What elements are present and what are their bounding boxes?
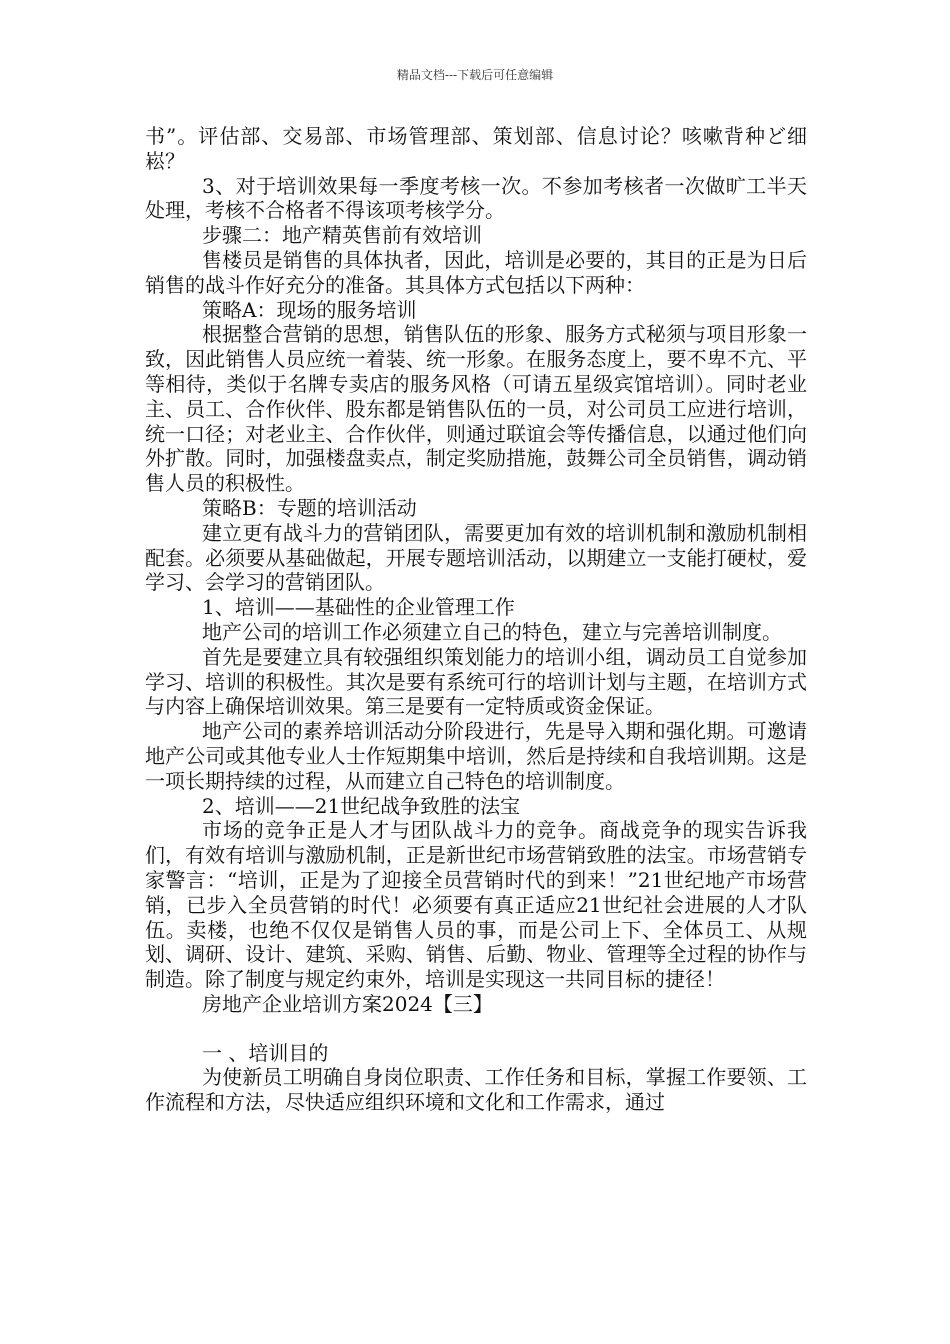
paragraph: 建立更有战斗力的营销团队，需要更加有效的培训机制和激励机制相配套。必须要从基础做起，开展专题培训活动，以期建立一支能打硬杖，爱学习、会学习的营销团队。 xyxy=(145,520,807,595)
paragraph: 市场的竞争正是人才与团队战斗力的竞争。商战竞争的现实告诉我们，有效有培训与激励机制，正是新世纪市场营销致胜的法宝。市场营销专家警言：“培训，正是为了迎接全员营销时代的到来！”21世纪地产市场营销，已步入全员营销的时代！必须要有真正适应21世纪社会进展的人才队伍。卖楼，也绝不仅仅是销售人员的事，而是公司上下、全体员工、从规划、调研、设计、建筑、采购、销售、后勤、物业、管理等全过程的协作与制造。除了制度与规定约束外，培训是实现这一共同目标的捷径！ xyxy=(145,818,807,992)
section-heading: 策略B：专题的培训活动 xyxy=(202,495,417,520)
document-body xyxy=(145,124,807,1115)
document-title: 房地产企业培训方案2024【三】 xyxy=(202,991,493,1016)
paragraph: 地产公司的培训工作必须建立自己的特色，建立与完善培训制度。 xyxy=(202,619,782,644)
paragraph: 3、对于培训效果每一季度考核一次。不参加考核者一次做旷工半天处理，考核不合格者不得该项考核学分。 xyxy=(145,173,807,223)
page-header: 精品文档---下载后可任意编辑 xyxy=(396,68,554,82)
paragraph: 首先是要建立具有较强组织策划能力的培训小组，调动员工自觉参加学习、培训的积极性。其次是要有系统可行的培训计划与主题，在培训方式与内容上确保培训效果。第三是要有一定特质或资金保证。 xyxy=(145,644,807,719)
paragraph: 书”。评估部、交易部、市场管理部、策划部、信息讨论？咳嗽背种ど细崧？ xyxy=(145,124,807,173)
section-heading: 一 、培训目的 xyxy=(202,1040,329,1065)
section-heading: 策略A：现场的服务培训 xyxy=(202,297,417,322)
paragraph: 根据整合营销的思想，销售队伍的形象、服务方式秘须与项目形象一致，因此销售人员应统一着装、统一形象。在服务态度上，要不卑不亢、平等相待，类似于名牌专卖店的服务风格（可请五星级宾馆培训）。同时老业主、员工、合作伙伴、股东都是销售队伍的一员，对公司员工应进行培训，统一口径；对老业主、合作伙伴，则通过联谊会等传播信息，以通过他们向外扩散。同时，加强楼盘卖点，制定奖励措施，鼓舞公司全员销售，调动销售人员的积极性。 xyxy=(145,322,807,496)
section-heading: 步骤二：地产精英售前有效培训 xyxy=(202,223,482,248)
section-heading: 1、培训——基础性的企业管理工作 xyxy=(202,595,515,620)
paragraph: 售楼员是销售的具体执者，因此，培训是必要的，其目的正是为日后销售的战斗作好充分的准备。其具体方式包括以下两种： xyxy=(145,247,807,297)
section-heading: 2、培训——21世纪战争致胜的法宝 xyxy=(202,793,521,818)
paragraph: 为使新员工明确自身岗位职责、工作任务和目标，掌握工作要领、工作流程和方法，尽快适应组织环境和文化和工作需求，通过 xyxy=(145,1065,807,1115)
paragraph: 地产公司的素养培训活动分阶段进行，先是导入期和强化期。可邀请地产公司或其他专业人士作短期集中培训，然后是持续和自我培训期。这是一项长期持续的过程，从而建立自己特色的培训制度。 xyxy=(145,719,807,793)
